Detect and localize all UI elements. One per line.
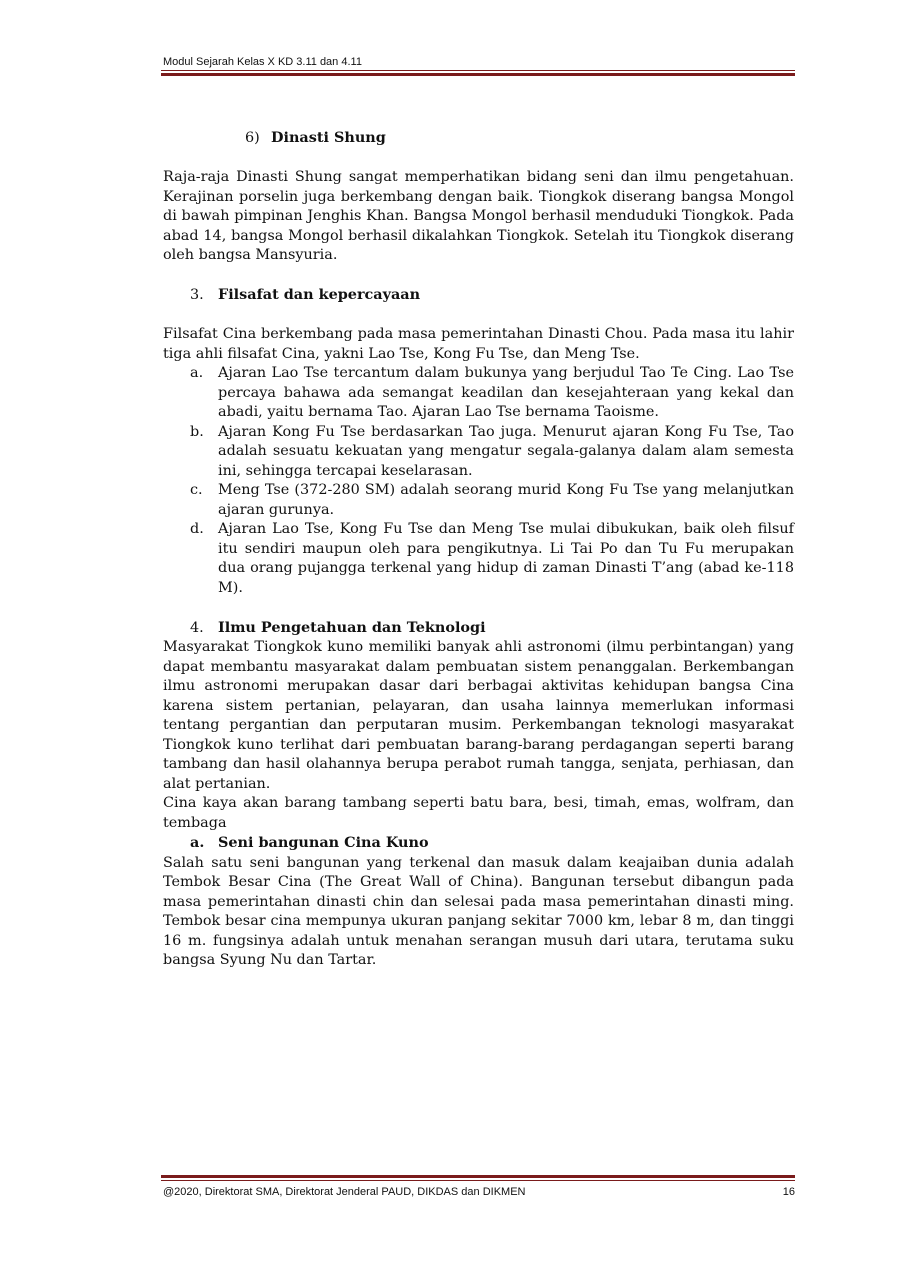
heading-title: Seni bangunan Cina Kuno bbox=[218, 834, 429, 851]
heading-title: Filsafat dan kepercayaan bbox=[218, 286, 421, 303]
page-number: 16 bbox=[782, 1186, 795, 1198]
list-item-text: Ajaran Lao Tse, Kong Fu Tse dan Meng Tse mulai dibukukan, baik oleh filsuf itu sendiri maupun oleh para pengikutnya. Li Tai Po dan Tu Fu merupakan dua orang pujangga terkenal yang hidup di zaman Dinasti T’ang (abad ke-118 M). bbox=[218, 521, 794, 596]
heading-number: 3. bbox=[190, 287, 204, 303]
paragraph-filsafat-intro: Filsafat Cina berkembang pada masa pemerintahan Dinasti Chou. Pada masa itu lahir tiga ahli filsafat Cina, yakni Lao Tse, Kong Fu Tse, dan Meng Tse. bbox=[163, 326, 794, 362]
running-footer bbox=[163, 1186, 795, 1198]
list-item-text: Ajaran Lao Tse tercantum dalam bukunya yang berjudul Tao Te Cing. Lao Tse percaya bahawa ada semangat keadilan dan kesejahteraan yang kekal dan abadi, yaitu bernama Tao. Ajaran Lao Tse bernama Taoisme. bbox=[218, 365, 794, 420]
list-item bbox=[163, 481, 794, 520]
paragraph-seni-bangunan: Salah satu seni bangunan yang terkenal dan masuk dalam keajaiban dunia adalah Tembok Besar Cina (The Great Wall of China). Bangunan tersebut dibangun pada masa pemerintahan dinasti chin dan selesai pada masa pemerintahan dinasti ming. Tembok besar cina mempunya ukuran panjang sekitar 7000 km, lebar 8 m, dan tinggi 16 m. fungsinya adalah untuk menahan serangan musuh dari utara, terutama suku bangsa Syung Nu dan Tartar. bbox=[163, 854, 794, 968]
heading-number: a. bbox=[190, 834, 205, 851]
paragraph-ilmu-1: Masyarakat Tiongkok kuno memiliki banyak ahli astronomi (ilmu perbintangan) yang dapat membantu masyarakat dalam pembuatan sistem penanggalan. Berkembangan ilmu astronomi merupakan dasar dari berbagai aktivitas kehidupan bangsa Cina karena sistem pertanian, pelayaran, dan usaha lainnya memerlukan informasi tentang pergantian dan perputaran musim. Perkembangan teknologi masyarakat Tiongkok kuno terlihat dari pembuatan barang-barang perdagangan seperti barang tambang dan hasil olahannya berupa perabot rumah tangga, senjata, perhiasan, dan alat pertanian. bbox=[163, 639, 794, 792]
heading-number: 4. bbox=[190, 619, 204, 636]
footer-rule bbox=[161, 1175, 795, 1181]
main-content bbox=[163, 124, 794, 971]
list-item-text: Meng Tse (372-280 SM) adalah seorang murid Kong Fu Tse yang melanjutkan ajaran gurunya. bbox=[218, 482, 794, 518]
list-marker: d. bbox=[190, 521, 204, 537]
list-item bbox=[163, 520, 794, 598]
heading-ilmu bbox=[190, 618, 794, 639]
list-item bbox=[163, 364, 794, 423]
list-ajaran bbox=[163, 364, 794, 598]
paragraph-ilmu-2: Cina kaya akan barang tambang seperti batu bara, besi, timah, emas, wolfram, dan tembaga bbox=[163, 795, 794, 831]
list-marker: b. bbox=[190, 423, 204, 440]
heading-dinasti-shung bbox=[245, 128, 794, 149]
heading-seni-bangunan bbox=[190, 833, 794, 854]
list-marker: c. bbox=[190, 482, 203, 498]
list-item bbox=[163, 423, 794, 482]
list-marker: a. bbox=[190, 365, 204, 381]
running-header: Modul Sejarah Kelas X KD 3.11 dan 4.11 bbox=[163, 56, 362, 68]
heading-number: 6) bbox=[245, 130, 260, 146]
footer-copyright: @2020, Direktorat SMA, Direktorat Jenderal PAUD, DIKDAS dan DIKMEN bbox=[163, 1186, 526, 1198]
heading-filsafat bbox=[190, 285, 794, 306]
header-rule bbox=[161, 70, 795, 76]
heading-title: Dinasti Shung bbox=[271, 129, 386, 146]
paragraph-shung: Raja-raja Dinasti Shung sangat memperhatikan bidang seni dan ilmu pengetahuan. Kerajinan porselin juga berkembang dengan baik. Tiongkok diserang bangsa Mongol di bawah pimpinan Jenghis Khan. Bangsa Mongol berhasil menduduki Tiongkok. Pada abad 14, bangsa Mongol berhasil dikalahkan Tiongkok. Setelah itu Tiongkok diserang oleh bangsa Mansyuria. bbox=[163, 169, 794, 263]
heading-title: Ilmu Pengetahuan dan Teknologi bbox=[218, 618, 486, 636]
list-item-text: Ajaran Kong Fu Tse berdasarkan Tao juga. Menurut ajaran Kong Fu Tse, Tao adalah sesuatu kekuatan yang mengatur segala-galanya dalam alam semesta ini, sehingga tercapai keselarasan. bbox=[218, 423, 794, 479]
